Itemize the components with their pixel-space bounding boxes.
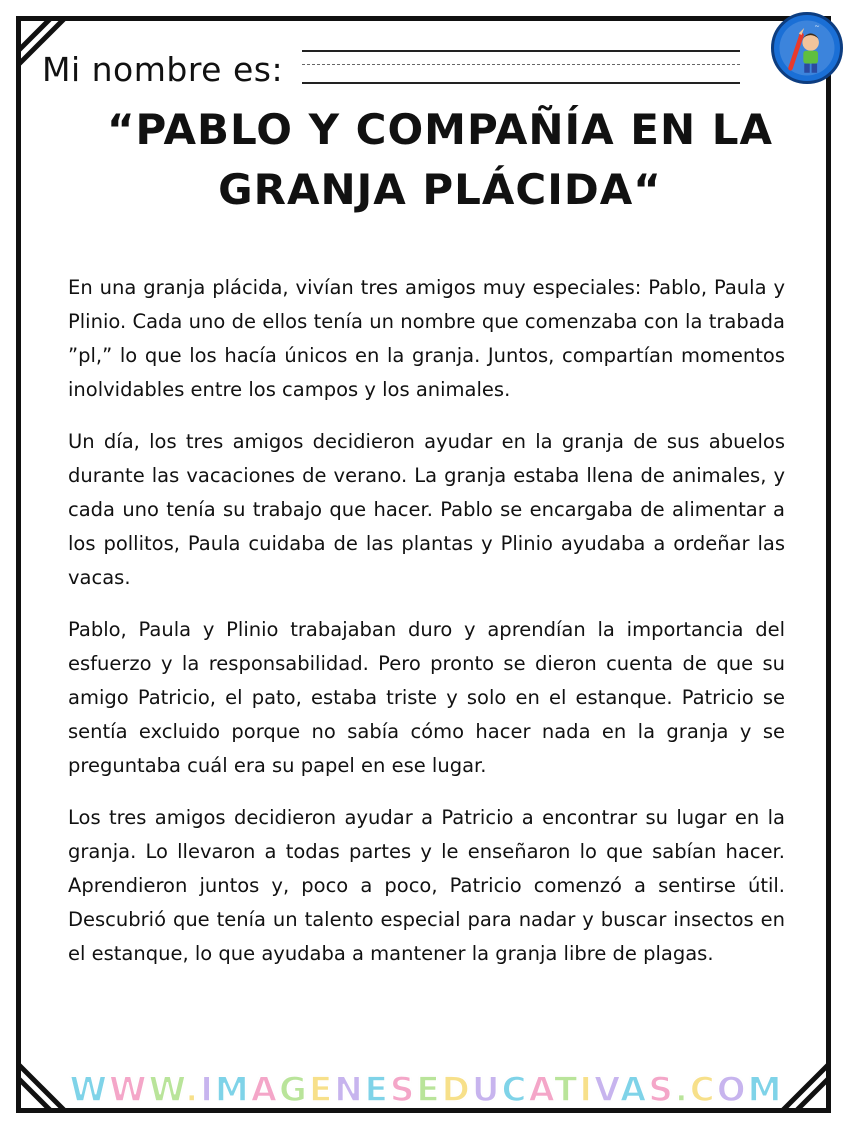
website-letter: W bbox=[148, 1070, 186, 1110]
website-letter: O bbox=[716, 1070, 748, 1110]
website-letter: . bbox=[185, 1070, 201, 1110]
website-letter: U bbox=[471, 1070, 502, 1110]
website-letter: E bbox=[364, 1070, 390, 1110]
website-letter: W bbox=[69, 1070, 110, 1110]
website-letter: V bbox=[593, 1070, 620, 1110]
website-letter: . bbox=[674, 1070, 690, 1110]
website-letter: E bbox=[416, 1070, 442, 1110]
website-letter: S bbox=[648, 1070, 675, 1110]
story-paragraph: En una granja plácida, vivían tres amigos muy especiales: Pablo, Paula y Plinio. Cada uno de ellos tenía un nombre que comenzaba con la trabada ”pl,” lo que los hacía únicos en la granja. Juntos, compartían momentos inolvidables entre los campos y los animales. bbox=[68, 276, 785, 401]
website-letter: E bbox=[308, 1070, 335, 1110]
website-letter: A bbox=[620, 1070, 649, 1110]
kid-with-pencil-logo-icon bbox=[771, 12, 843, 84]
website-url bbox=[70, 1070, 784, 1110]
website-letter: C bbox=[689, 1070, 717, 1110]
website-letter: S bbox=[389, 1070, 417, 1110]
website-letter: W bbox=[109, 1070, 149, 1110]
story-paragraph: Pablo, Paula y Plinio trabajaban duro y aprendían la importancia del esfuerzo y la responsabilidad. Pero pronto se dieron cuenta de que su amigo Patricio, el pato, estaba triste y solo en el estanque. Patricio se sentía excluido porque no sabía cómo hacer nada en la granja y se preguntaba cuál era su papel en ese lugar. bbox=[68, 618, 785, 777]
title-line: GRANJA PLÁCIDA“ bbox=[218, 165, 662, 214]
website-letter: M bbox=[747, 1070, 784, 1110]
website-letter: G bbox=[279, 1070, 309, 1110]
website-letter: A bbox=[250, 1070, 280, 1110]
story-text bbox=[68, 271, 785, 989]
name-writing-lines[interactable] bbox=[302, 46, 740, 90]
website-letter: C bbox=[501, 1070, 529, 1110]
title-line: “PABLO Y COMPAÑÍA EN LA bbox=[106, 105, 774, 154]
svg-text:~: ~ bbox=[814, 21, 820, 30]
name-field bbox=[42, 46, 742, 96]
name-label: Mi nombre es: bbox=[42, 50, 284, 89]
website-letter: I bbox=[200, 1070, 215, 1110]
website-letter: I bbox=[579, 1070, 594, 1110]
website-letter: M bbox=[214, 1070, 251, 1110]
website-letter: D bbox=[441, 1070, 472, 1110]
story-title bbox=[60, 100, 820, 220]
website-footer bbox=[60, 1068, 793, 1112]
website-letter: N bbox=[334, 1070, 365, 1110]
website-letter: A bbox=[528, 1070, 555, 1110]
story-paragraph: Los tres amigos decidieron ayudar a Patricio a encontrar su lugar en la granja. Lo llevaron a todas partes y le enseñaron lo que sabían hacer. Aprendieron juntos y, poco a poco, Patricio comenzó a sentirse útil. Descubrió que tenía un talento especial para nadar y buscar insectos en el estanque, lo que ayudaba a mantener la granja libre de plagas. bbox=[68, 806, 785, 965]
website-letter: T bbox=[554, 1070, 580, 1110]
story-paragraph: Un día, los tres amigos decidieron ayudar en la granja de sus abuelos durante las vacaciones de verano. La granja estaba llena de animales, y cada uno tenía su trabajo que hacer. Pablo se encargaba de alimentar a los pollitos, Paula cuidaba de las plantas y Plinio ayudaba a ordeñar las vacas. bbox=[68, 430, 785, 589]
